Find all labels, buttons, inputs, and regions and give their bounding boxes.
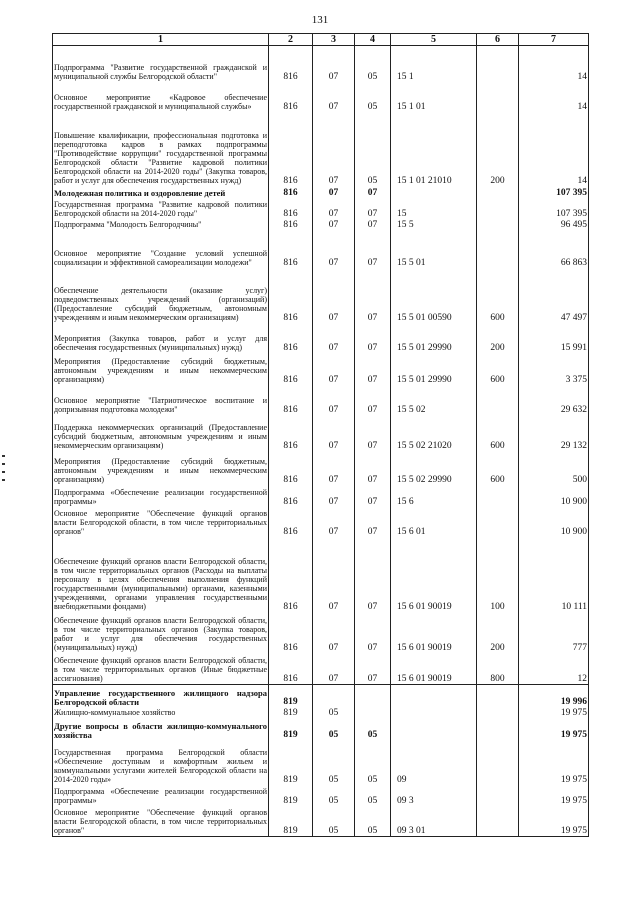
table-row [53,353,589,385]
row-name: Поддержка некоммерческих организаций (Предоставление субсидий бюджетным, автономным учреждениям и иным некоммерческим организациям) [53,415,269,451]
row-name: Подпрограмма "Развитие государственной гражданской и муниципальной службы Белгородской области" [53,46,269,82]
row-expense-type-code [477,82,519,112]
row-expense-type-code: 200 [477,612,519,653]
row-name: Основное мероприятие «Кадровое обеспечение государственной гражданской и муниципальной службы» [53,82,269,112]
row-name: Мероприятия (Предоставление субсидий бюджетным, автономным учреждениям и иным некоммерческим организациям) [53,451,269,485]
row-grbs-code: 816 [269,653,313,685]
row-subsection-code: 05 [355,82,391,112]
row-subsection-code: 07 [355,323,391,353]
row-section-code: 07 [313,507,355,537]
row-subsection-code: 07 [355,485,391,507]
row-expense-type-code [477,507,519,537]
row-target-article-code: 15 [391,198,477,219]
row-amount: 29 632 [519,385,589,415]
row-name: Молодежная политика и оздоровление детей [53,186,269,198]
row-name: Подпрограмма "Молодость Белгородчины" [53,219,269,230]
row-amount: 10 900 [519,507,589,537]
row-target-article-code: 15 1 01 [391,82,477,112]
row-expense-type-code [477,718,519,740]
row-amount: 66 863 [519,230,589,268]
table-row [53,707,589,718]
row-subsection-code: 07 [355,186,391,198]
row-name: Государственная программа Белгородской области «Обеспечение доступным и комфортным жильем и коммунальными услугами жителей Белгородской области на 2014-2020 годы» [53,740,269,785]
row-target-article-code: 09 [391,740,477,785]
row-name: Обеспечение деятельности (оказание услуг) подведомственных учреждений (организаций) (Предоставление субсидий бюджетным, автономным учреждениям и иным некоммерческим организациям) [53,268,269,323]
table-row [53,685,589,707]
table-row [53,507,589,537]
table-row [53,323,589,353]
row-target-article-code: 15 1 [391,46,477,82]
row-amount: 107 395 [519,186,589,198]
row-name: Обеспечение функций органов власти Белгородской области, в том числе территориальных органов (Расходы на выплаты персоналу в целях обеспечения выполнения функций государственными (муниципальными) органами, казенными учреждениями, органами управления государственными внебюджетными фондами) [53,537,269,612]
row-grbs-code: 816 [269,415,313,451]
row-subsection-code: 05 [355,740,391,785]
row-grbs-code: 816 [269,451,313,485]
row-grbs-code: 816 [269,485,313,507]
row-expense-type-code: 200 [477,323,519,353]
row-target-article-code: 15 6 01 [391,507,477,537]
row-target-article-code: 15 5 02 29990 [391,451,477,485]
row-name: Основное мероприятие "Обеспечение функций органов власти Белгородской области, в том числе территориальных органов" [53,806,269,837]
row-amount: 14 [519,112,589,186]
row-subsection-code: 07 [355,653,391,685]
row-amount: 47 497 [519,268,589,323]
column-header-4: 4 [355,34,391,46]
row-subsection-code: 05 [355,112,391,186]
row-expense-type-code [477,219,519,230]
row-grbs-code: 819 [269,707,313,718]
row-target-article-code: 15 6 01 90019 [391,537,477,612]
row-target-article-code: 15 5 02 [391,385,477,415]
row-grbs-code: 816 [269,353,313,385]
table-row [53,46,589,82]
row-grbs-code: 816 [269,198,313,219]
row-expense-type-code: 600 [477,353,519,385]
row-section-code: 07 [313,46,355,82]
row-amount: 10 111 [519,537,589,612]
table-row [53,198,589,219]
row-section-code: 05 [313,707,355,718]
row-section-code: 07 [313,230,355,268]
table-row [53,537,589,612]
row-name: Повышение квалификации, профессиональная подготовка и переподготовка кадров в рамках подпрограммы "Противодействие коррупции" государственной программы Белгородской области "Развитие кадровой политики Белгородской области на 2014-2020 годы" (Закупка товаров, работ и услуг для обеспечения государственных нужд) [53,112,269,186]
table-row [53,806,589,837]
row-grbs-code: 816 [269,230,313,268]
table-row [53,186,589,198]
table-row [53,653,589,685]
row-amount: 10 900 [519,485,589,507]
row-target-article-code: 15 6 01 90019 [391,653,477,685]
row-grbs-code: 819 [269,806,313,837]
row-subsection-code: 07 [355,451,391,485]
row-subsection-code: 05 [355,718,391,740]
row-name: Мероприятия (Предоставление субсидий бюджетным, автономным учреждениям и иным некоммерческим организациям) [53,353,269,385]
row-section-code: 07 [313,323,355,353]
row-expense-type-code [477,198,519,219]
table-row [53,485,589,507]
row-section-code: 07 [313,385,355,415]
row-target-article-code [391,718,477,740]
row-target-article-code [391,186,477,198]
row-name: Жилищно-коммунальное хозяйство [53,707,269,718]
row-grbs-code: 816 [269,537,313,612]
row-target-article-code: 15 5 01 29990 [391,323,477,353]
row-subsection-code: 07 [355,537,391,612]
column-header-1: 1 [53,34,269,46]
row-name: Мероприятия (Закупка товаров, работ и услуг для обеспечения государственных (муниципальных) нужд) [53,323,269,353]
row-name: Основное мероприятие "Создание условий успешной социализации и эффективной самореализации молодежи" [53,230,269,268]
table-row [53,268,589,323]
column-header-3: 3 [313,34,355,46]
table-row [53,451,589,485]
row-amount: 96 495 [519,219,589,230]
row-target-article-code: 15 6 01 90019 [391,612,477,653]
row-section-code: 07 [313,268,355,323]
row-amount: 3 375 [519,353,589,385]
row-target-article-code: 09 3 [391,785,477,806]
row-amount: 19 975 [519,806,589,837]
row-expense-type-code [477,685,519,707]
row-section-code: 07 [313,186,355,198]
table-body [53,46,589,837]
budget-table [52,33,589,837]
table-row [53,82,589,112]
row-subsection-code: 07 [355,198,391,219]
row-section-code: 07 [313,612,355,653]
row-subsection-code: 05 [355,46,391,82]
table-row [53,415,589,451]
table-header-row [53,34,589,46]
row-expense-type-code: 200 [477,112,519,186]
row-grbs-code: 816 [269,46,313,82]
row-subsection-code: 05 [355,785,391,806]
row-grbs-code: 816 [269,385,313,415]
row-section-code: 05 [313,740,355,785]
row-section-code [313,685,355,707]
row-amount: 19 975 [519,785,589,806]
row-subsection-code: 07 [355,385,391,415]
table-row [53,230,589,268]
row-target-article-code: 15 6 [391,485,477,507]
row-name: Управление государственного жилищного надзора Белгородской области [53,685,269,707]
row-target-article-code: 15 5 01 [391,230,477,268]
table-row [53,785,589,806]
row-grbs-code: 819 [269,685,313,707]
row-section-code: 05 [313,785,355,806]
binding-marks [2,455,6,487]
row-expense-type-code [477,785,519,806]
row-grbs-code: 816 [269,219,313,230]
row-name: Обеспечение функций органов власти Белгородской области, в том числе территориальных органов (Иные бюджетные ассигнования) [53,653,269,685]
table-row [53,718,589,740]
row-amount: 19 975 [519,707,589,718]
row-expense-type-code [477,740,519,785]
row-expense-type-code [477,707,519,718]
row-section-code: 07 [313,353,355,385]
row-subsection-code: 07 [355,507,391,537]
row-amount: 777 [519,612,589,653]
row-target-article-code: 09 3 01 [391,806,477,837]
row-amount: 15 991 [519,323,589,353]
column-header-2: 2 [269,34,313,46]
row-amount: 19 996 [519,685,589,707]
row-section-code: 07 [313,112,355,186]
row-subsection-code: 07 [355,415,391,451]
row-section-code: 07 [313,198,355,219]
row-subsection-code: 07 [355,612,391,653]
table-row [53,385,589,415]
row-name: Подпрограмма «Обеспечение реализации государственной программы» [53,485,269,507]
row-section-code: 07 [313,82,355,112]
row-name: Подпрограмма «Обеспечение реализации государственной программы» [53,785,269,806]
row-name: Основное мероприятие "Обеспечение функций органов власти Белгородской области, в том числе территориальных органов" [53,507,269,537]
row-grbs-code: 819 [269,718,313,740]
table-row [53,740,589,785]
row-section-code: 05 [313,718,355,740]
row-amount: 12 [519,653,589,685]
row-expense-type-code: 600 [477,451,519,485]
row-subsection-code [355,685,391,707]
row-amount: 19 975 [519,740,589,785]
row-grbs-code: 816 [269,507,313,537]
row-amount: 19 975 [519,718,589,740]
row-target-article-code: 15 5 [391,219,477,230]
row-grbs-code: 819 [269,740,313,785]
row-amount: 14 [519,82,589,112]
table-row [53,612,589,653]
row-subsection-code: 07 [355,230,391,268]
row-target-article-code: 15 1 01 21010 [391,112,477,186]
row-amount: 500 [519,451,589,485]
row-target-article-code: 15 5 02 21020 [391,415,477,451]
row-grbs-code: 816 [269,268,313,323]
row-grbs-code: 816 [269,323,313,353]
row-expense-type-code: 600 [477,268,519,323]
row-name: Другие вопросы в области жилищно-коммунального хозяйства [53,718,269,740]
row-section-code: 07 [313,537,355,612]
row-target-article-code: 15 5 01 29990 [391,353,477,385]
row-subsection-code: 07 [355,268,391,323]
row-section-code: 07 [313,415,355,451]
row-subsection-code [355,707,391,718]
table-row [53,219,589,230]
row-subsection-code: 07 [355,219,391,230]
row-section-code: 05 [313,806,355,837]
row-section-code: 07 [313,451,355,485]
row-expense-type-code [477,806,519,837]
row-amount: 107 395 [519,198,589,219]
row-section-code: 07 [313,219,355,230]
row-section-code: 07 [313,653,355,685]
row-target-article-code [391,707,477,718]
row-expense-type-code [477,230,519,268]
row-target-article-code: 15 5 01 00590 [391,268,477,323]
table-row [53,112,589,186]
row-name: Основное мероприятие "Патриотическое воспитание и допризывная подготовка молодежи" [53,385,269,415]
row-expense-type-code [477,485,519,507]
row-expense-type-code: 100 [477,537,519,612]
row-section-code: 07 [313,485,355,507]
row-grbs-code: 816 [269,112,313,186]
row-amount: 29 132 [519,415,589,451]
row-target-article-code [391,685,477,707]
row-expense-type-code: 600 [477,415,519,451]
row-grbs-code: 816 [269,612,313,653]
row-amount: 14 [519,46,589,82]
column-header-5: 5 [391,34,477,46]
row-grbs-code: 816 [269,82,313,112]
row-expense-type-code [477,186,519,198]
page-number: 131 [311,14,329,26]
row-expense-type-code: 800 [477,653,519,685]
row-subsection-code: 05 [355,806,391,837]
row-grbs-code: 819 [269,785,313,806]
column-header-7: 7 [519,34,589,46]
row-name: Государственная программа "Развитие кадровой политики Белгородской области на 2014-2020 годы" [53,198,269,219]
row-name: Обеспечение функций органов власти Белгородской области, в том числе территориальных органов (Закупка товаров, работ и услуг для обеспечения государственных (муниципальных) нужд) [53,612,269,653]
row-grbs-code: 816 [269,186,313,198]
row-expense-type-code [477,46,519,82]
column-header-6: 6 [477,34,519,46]
row-expense-type-code [477,385,519,415]
row-subsection-code: 07 [355,353,391,385]
